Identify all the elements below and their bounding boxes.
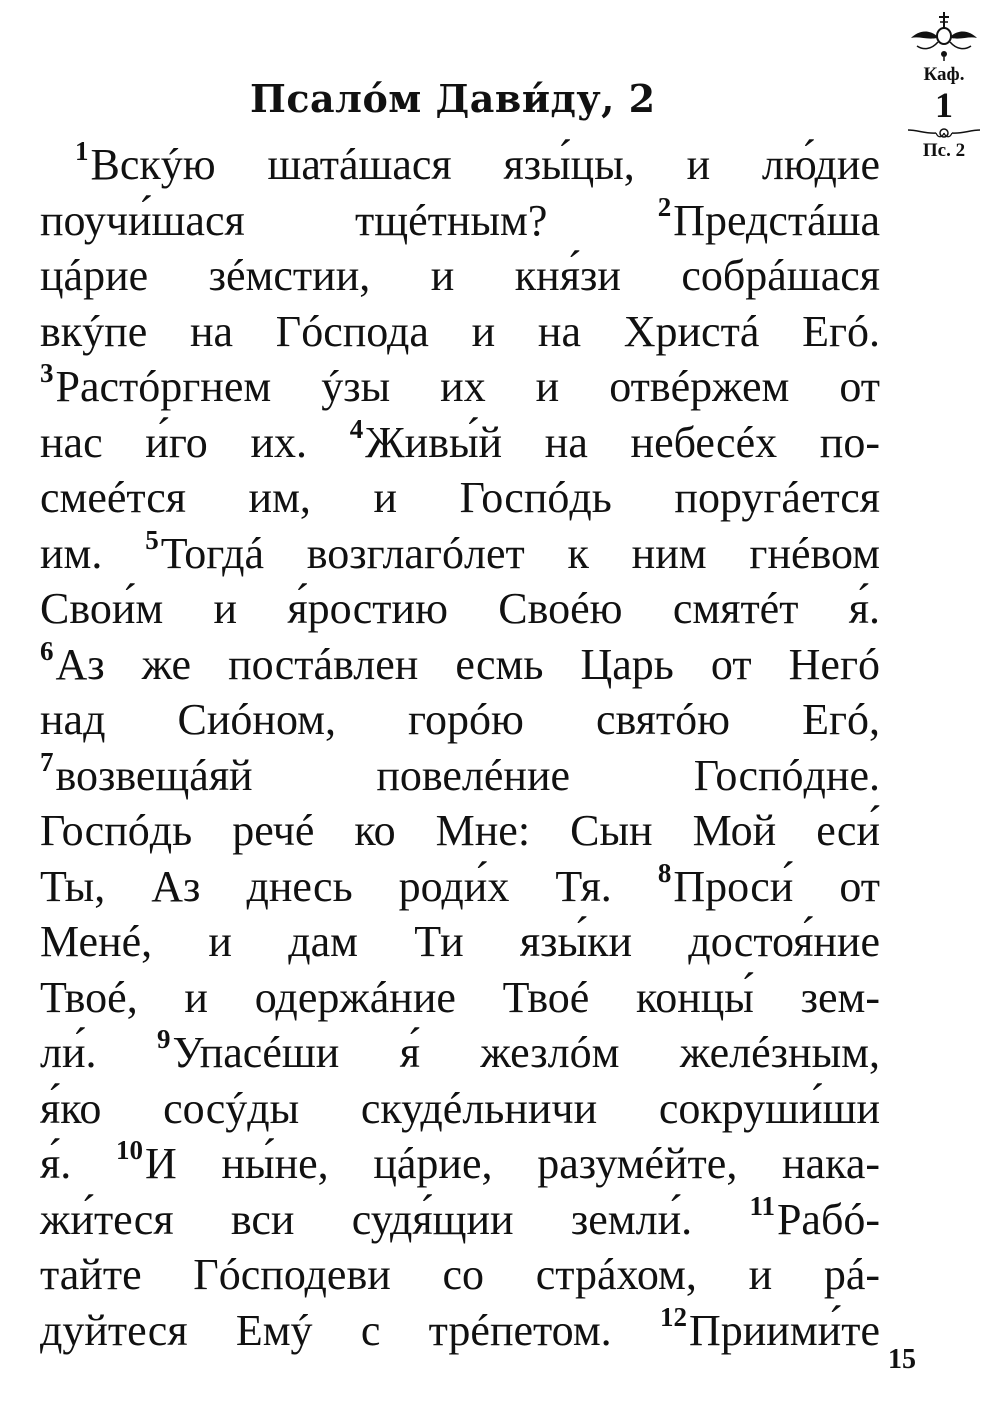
text-line: [40, 470, 880, 526]
margin-note: [898, 10, 990, 162]
verse-number: 11: [749, 1190, 775, 1221]
line-text: смеéтся им, и Госпóдь поругáется: [40, 473, 880, 522]
text-line: [40, 193, 880, 249]
verse-number: 10: [115, 1135, 143, 1166]
line-text: Ты, Аз днесь роди́х Тя.: [40, 861, 612, 911]
line-text: поучи́шася тщéтным?: [40, 195, 548, 245]
text-line: [40, 1025, 880, 1081]
line-text: Упасéши я́ жезлóм желéзным,: [172, 1028, 881, 1077]
text-line: [40, 970, 880, 1026]
verse-number: 8: [657, 857, 672, 888]
line-text: Менé, и дам Ти язы́ки достоя́ние: [40, 917, 880, 966]
line-text: ли́.: [40, 1028, 97, 1077]
verse-number: 5: [145, 524, 159, 555]
line-text: я́.: [40, 1139, 72, 1188]
line-text: Растóргнем ýзы их и отвéржем от: [55, 362, 880, 411]
text-line: [40, 637, 880, 693]
verse-number: 9: [156, 1024, 171, 1055]
psalm-text: [40, 137, 880, 1358]
line-text: вкýпе на Гóспода и на Христá Егó.: [40, 306, 880, 356]
text-line: [40, 748, 880, 804]
line-text: Предстáша: [673, 195, 881, 245]
verse-number: 7: [40, 746, 54, 777]
line-text: я́ко сосýды скудéльничи сокруши́ши: [40, 1083, 880, 1133]
line-text: Свои́м и я́ростию Своéю смятéт я́.: [40, 584, 880, 633]
text-line: [40, 526, 880, 582]
line-text: цáрие зéмстии, и кня́зи собрáшася: [40, 251, 880, 300]
text-line: [40, 581, 880, 637]
text-line: [40, 304, 880, 360]
line-text: Проси́ от: [673, 861, 880, 911]
text-line: [40, 1081, 880, 1137]
line-text: Аз же постáвлен есмь Царь от Негó: [55, 639, 880, 689]
line-text: над Сиóном, горóю святóю Егó,: [40, 695, 880, 744]
line-text: им.: [40, 528, 103, 578]
divider-ornament-icon: [906, 126, 982, 140]
line-text: Твоé, и одержáние Твоé концы́ зем-: [40, 972, 880, 1022]
text-line: [40, 359, 880, 415]
text-line: [40, 415, 880, 471]
verse-number: 12: [659, 1301, 687, 1332]
line-text: тайте Гóсподеви со стрáхом, и рá-: [40, 1250, 880, 1299]
text-line: [40, 1247, 880, 1303]
line-text: дуйтеся Емý с трéпетом.: [40, 1305, 612, 1355]
text-line: [40, 137, 880, 193]
text-line: [40, 1303, 880, 1359]
verse-number: 1: [75, 136, 89, 167]
line-text: И ны́не, цáрие, разумéйте, нака-: [144, 1139, 880, 1188]
page-number: 15: [888, 1344, 916, 1375]
text-line: [40, 1192, 880, 1248]
verse-number: 2: [657, 191, 672, 222]
verse-number: 6: [40, 635, 54, 666]
line-text: Тогдá возглагóлет к ним гнéвом: [160, 528, 880, 578]
text-line: [40, 248, 880, 304]
text-line: [40, 692, 880, 748]
line-text: Госпóдь речé ко Мне: Сын Мой еси́: [40, 806, 880, 855]
line-text: возвещáяй повелéние Госпóдне.: [55, 750, 880, 800]
line-text: нас и́го их.: [40, 417, 308, 467]
line-text: Вскýю шатáшася язы́цы, и лю́дие: [90, 140, 880, 189]
text-line: [40, 803, 880, 859]
line-text: Рабó-: [776, 1194, 880, 1244]
psalm-heading: Псалóм Дави́ду, 2: [250, 76, 656, 121]
text-line: [40, 914, 880, 970]
kathisma-number: 1: [935, 85, 953, 125]
line-text: Приими́те: [688, 1305, 880, 1355]
psalm-reference: Пс. 2: [922, 140, 966, 161]
verse-number: 4: [349, 413, 364, 444]
text-line: [40, 859, 880, 915]
line-text: Живы́й на небесéх по-: [365, 417, 881, 467]
verse-number: 3: [40, 358, 54, 389]
text-line: [40, 1136, 880, 1192]
line-text: жи́теся вси судя́щии земли́.: [40, 1194, 693, 1244]
cross-ornament-icon: [909, 10, 979, 62]
kathisma-label: Каф.: [923, 64, 965, 85]
